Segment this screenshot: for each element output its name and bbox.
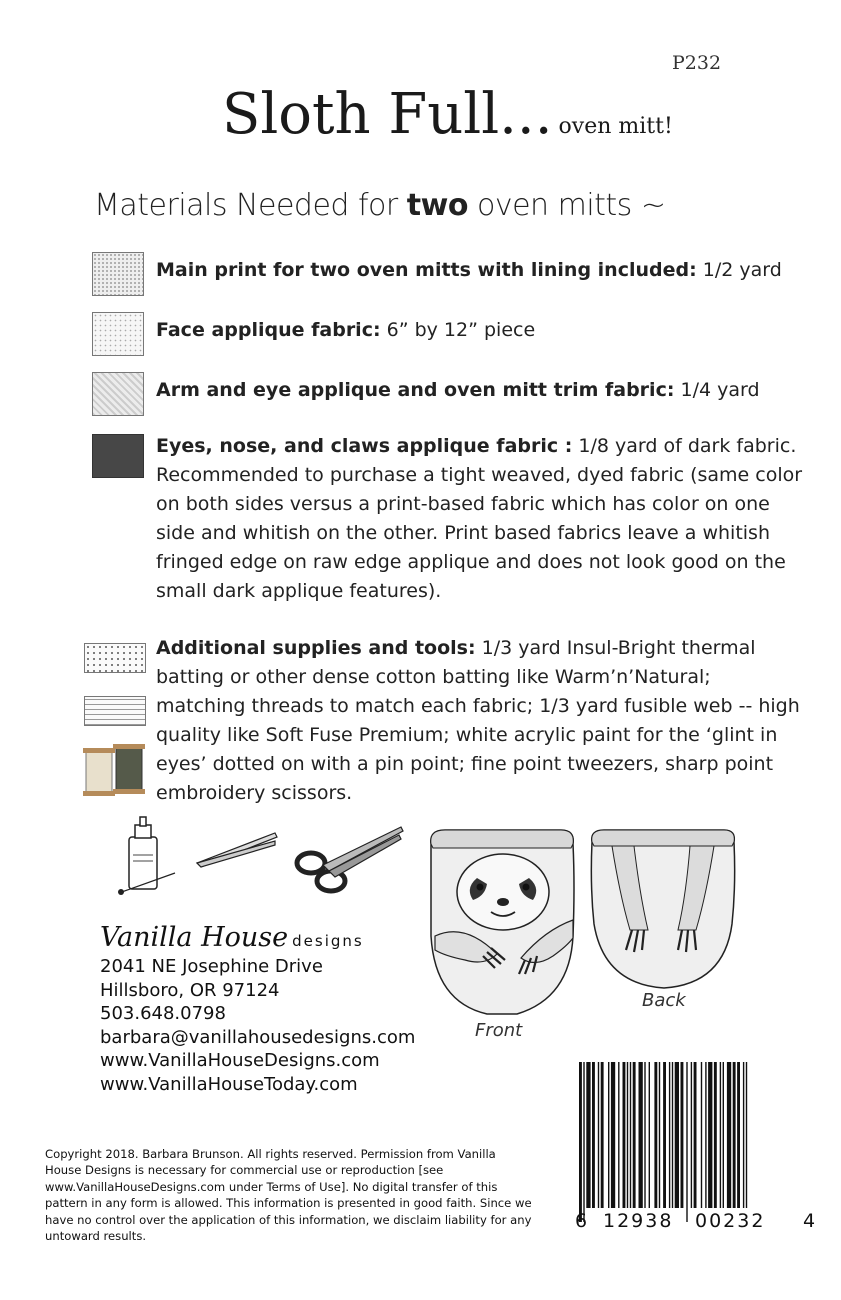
scissors-icon xyxy=(297,827,403,891)
barcode-digit: 4 xyxy=(803,1210,816,1232)
back-mitt-illustration xyxy=(586,826,741,992)
front-mitt-illustration xyxy=(425,826,580,1020)
material-item-trim xyxy=(156,376,796,405)
barcode-bar xyxy=(649,1062,650,1208)
barcode-bar xyxy=(686,1062,687,1222)
barcode-bar xyxy=(623,1062,626,1208)
barcode-bar xyxy=(691,1062,692,1208)
barcode-bar xyxy=(694,1062,697,1208)
barcode-bar xyxy=(644,1062,645,1208)
face-fabric-swatch xyxy=(92,312,144,356)
copyright-notice: Copyright 2018. Barbara Brunson. All rights reserved. Permission from Vanilla House Designs is necessary for commercial use or reproduction [see www.VanillaHouseDesigns.com under Terms of Use]. No digital transfer of this pattern in any form is allowed. This information is presented in good faith. Since we have no control over the application of this information, we disclaim liability for any untoward results. xyxy=(45,1147,532,1244)
barcode-bar xyxy=(669,1062,670,1208)
email-link[interactable]: barbara@vanillahousedesigns.com xyxy=(100,1026,416,1048)
item-text: 1/3 yard Insul-Bright thermal batting or other dense cotton batting like Warm’n’Natural; matching threads to match each fabric; 1/3 yard fusible web -- high quality like Soft Fuse Premium; white acrylic paint for the ‘glint in eyes’ dotted on with a pin point; fine point tweezers, sharp point embroidery scissors. xyxy=(156,637,800,804)
brand-name: Vanilla House xyxy=(100,922,289,953)
pattern-code: P232 xyxy=(672,52,722,74)
item-text: 6” by 12” piece xyxy=(380,319,536,341)
barcode-bar xyxy=(598,1062,599,1208)
brand-suffix: designs xyxy=(292,932,364,950)
barcode-bar xyxy=(611,1062,615,1208)
page-title xyxy=(222,82,673,147)
barcode xyxy=(577,1062,827,1252)
material-item-main-print xyxy=(156,256,796,285)
paint-bottle-icon xyxy=(118,817,175,895)
barcode-bar xyxy=(714,1062,717,1208)
address-line: 2041 NE Josephine Drive xyxy=(100,956,323,977)
barcode-bar xyxy=(663,1062,666,1208)
phone: 503.648.0798 xyxy=(100,1003,226,1024)
thread-spools-icon xyxy=(80,742,148,798)
barcode-bar xyxy=(701,1062,702,1208)
address-line: Hillsboro, OR 97124 xyxy=(100,979,280,1001)
item-text: 1/2 yard xyxy=(696,259,782,281)
barcode-bar xyxy=(618,1062,619,1208)
barcode-bar xyxy=(654,1062,657,1208)
barcode-bar xyxy=(675,1062,679,1208)
item-text: 1/4 yard xyxy=(674,379,760,401)
barcode-bar xyxy=(720,1062,721,1208)
barcode-bar xyxy=(708,1062,712,1208)
barcode-bar xyxy=(681,1062,684,1208)
fusible-web-swatch xyxy=(84,696,146,726)
barcode-bar xyxy=(630,1062,631,1208)
website-link[interactable]: www.VanillaHouseDesigns.com xyxy=(100,1050,380,1071)
barcode-bar xyxy=(601,1062,604,1208)
material-item-dark xyxy=(156,432,806,606)
barcode-bar xyxy=(633,1062,636,1208)
brand-logo xyxy=(100,922,364,953)
barcode-bar xyxy=(639,1062,643,1208)
materials-heading-suffix: oven mitts ~ xyxy=(467,188,666,223)
item-label: Arm and eye applique and oven mitt trim fabric: xyxy=(156,379,675,401)
title-main: Sloth Full... xyxy=(222,82,553,147)
item-label: Eyes, nose, and claws applique fabric : xyxy=(156,435,573,457)
materials-heading xyxy=(94,188,665,223)
tweezers-icon xyxy=(197,833,277,867)
barcode-bar xyxy=(672,1062,673,1208)
material-item-face xyxy=(156,316,796,345)
barcode-bars xyxy=(579,1062,793,1222)
contact-address xyxy=(100,955,415,1096)
barcode-bar xyxy=(608,1062,609,1208)
barcode-bar xyxy=(705,1062,706,1208)
barcode-digit: 6 xyxy=(575,1210,588,1232)
item-label: Main print for two oven mitts with lining included: xyxy=(156,259,697,281)
dark-fabric-swatch xyxy=(92,434,144,478)
title-sub: oven mitt! xyxy=(558,114,673,139)
barcode-bar xyxy=(579,1062,582,1222)
item-label: Face applique fabric: xyxy=(156,319,381,341)
material-item-supplies xyxy=(156,634,806,808)
barcode-digit: 00232 xyxy=(695,1210,766,1232)
barcode-bar xyxy=(727,1062,731,1208)
tools-illustration xyxy=(115,815,415,900)
barcode-bar xyxy=(659,1062,660,1208)
barcode-digit: 12938 xyxy=(603,1210,674,1232)
back-label: Back xyxy=(642,990,686,1011)
website-link[interactable]: www.VanillaHouseToday.com xyxy=(100,1073,358,1095)
trim-fabric-swatch xyxy=(92,372,144,416)
batting-swatch xyxy=(84,643,146,673)
barcode-bar xyxy=(583,1062,584,1222)
barcode-bar xyxy=(737,1062,740,1208)
materials-heading-bold: two xyxy=(406,188,468,223)
barcode-bar xyxy=(592,1062,595,1208)
barcode-bar xyxy=(733,1062,736,1208)
main-print-swatch xyxy=(92,252,144,296)
front-label: Front xyxy=(475,1020,523,1041)
barcode-bar xyxy=(723,1062,724,1208)
barcode-bar xyxy=(627,1062,628,1208)
barcode-bar xyxy=(743,1062,744,1208)
barcode-bar xyxy=(586,1062,590,1208)
materials-heading-prefix: Materials Needed for xyxy=(94,188,407,223)
barcode-bar xyxy=(746,1062,747,1208)
item-text: 1/8 yard of dark fabric. Recommended to purchase a tight weaved, dyed fabric (same color on both sides versus a print-based fabric which has color on one side and whitish on the other. Print based fabrics leave a whitish fringed edge on raw edge applique and does not look good on the small dark applique features). xyxy=(156,435,803,602)
item-label: Additional supplies and tools: xyxy=(156,637,476,659)
